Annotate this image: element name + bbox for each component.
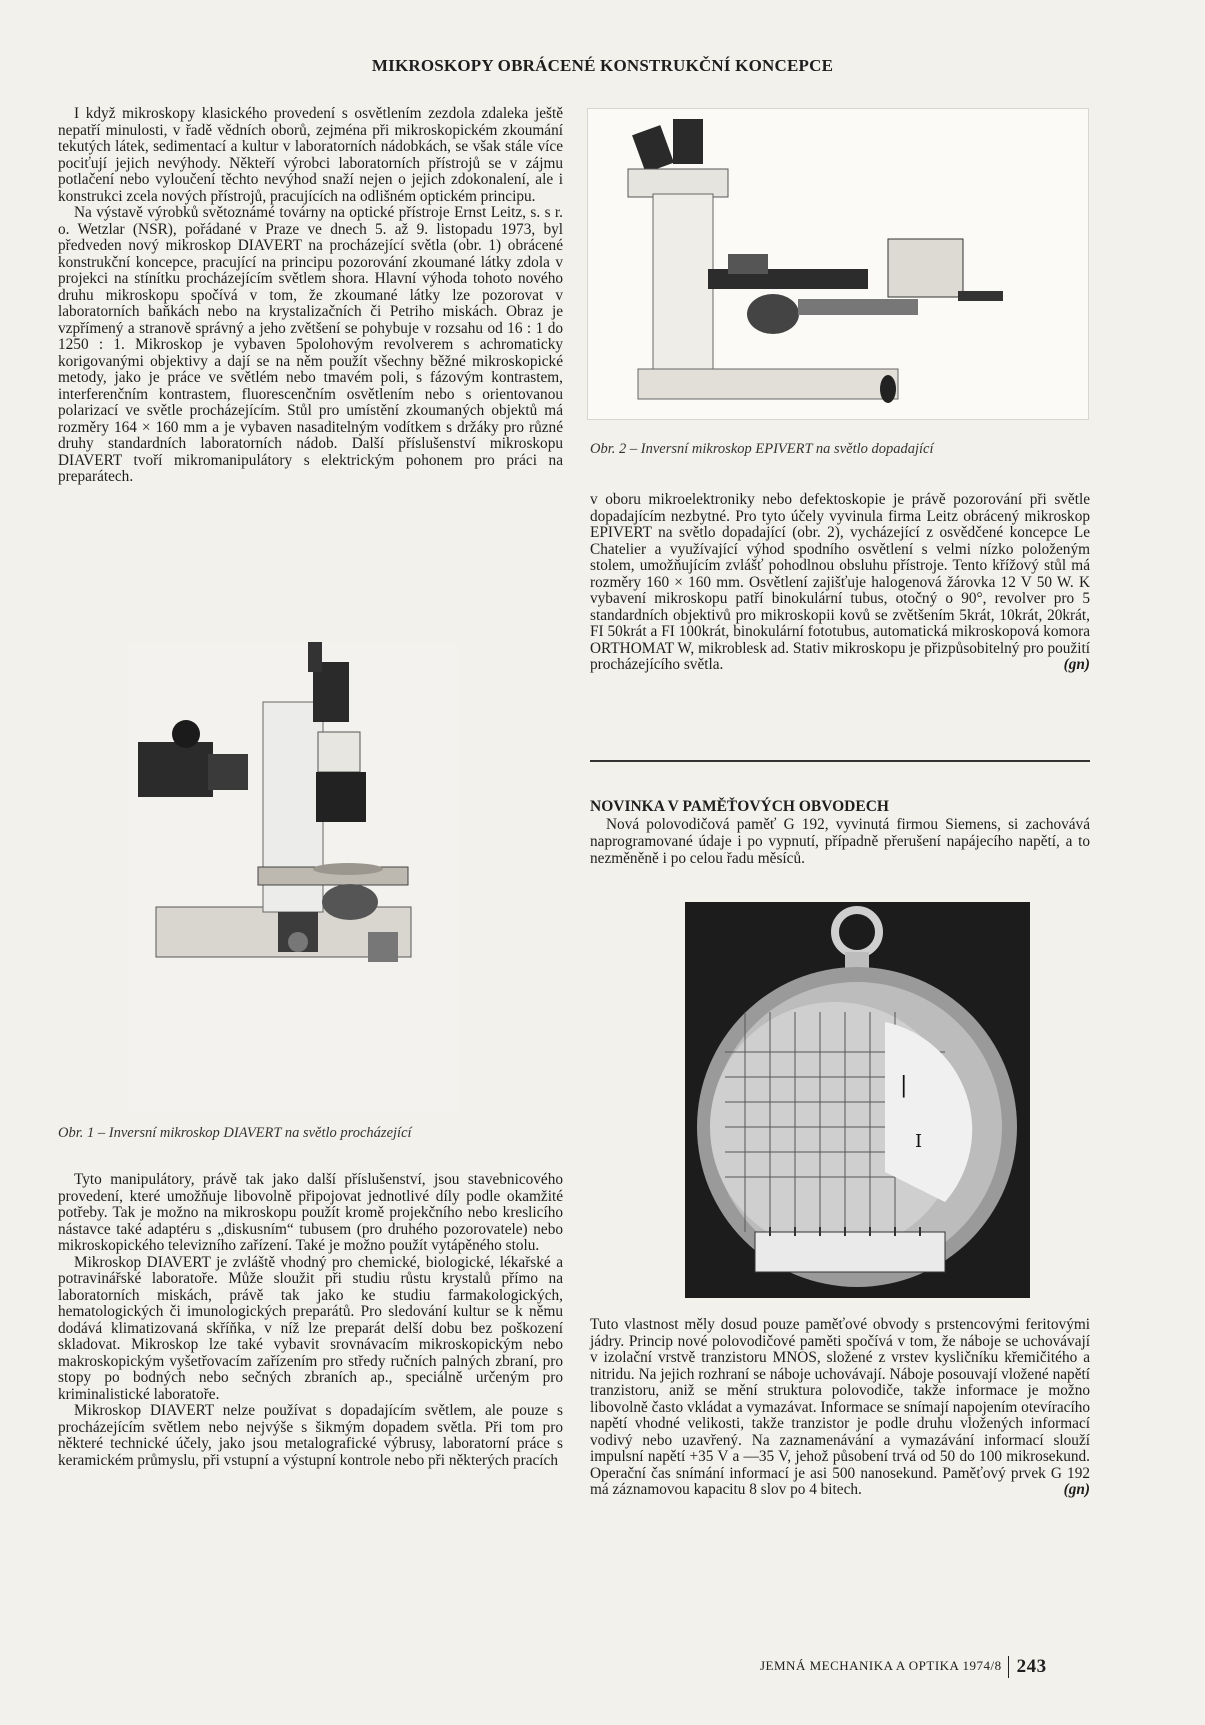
photo-epivert-microscope <box>587 108 1089 420</box>
epivert-paragraph <box>590 492 1090 674</box>
article-continued <box>58 1172 563 1469</box>
svg-text:|: | <box>900 1073 908 1098</box>
paragraph: Mikroskop DIAVERT nelze používat s dopadajícím světlem, ale pouze s procházejícím světlem nebo nejvýše s šikmým dopadem světla. Při tom pro některé technické účely, jako jsou metalografické výbrusy, laboratorní práce s keramickém průmyslu, při vstupní a výstupní kontrole nebo při některých pracích <box>58 1402 563 1469</box>
article-intro <box>58 106 563 486</box>
author-signature: (gn) <box>1063 656 1090 673</box>
journal-name: JEMNÁ MECHANIKA A OPTIKA 1974/8 <box>760 1657 1002 1673</box>
author-signature: (gn) <box>1063 1481 1090 1498</box>
news-heading: NOVINKA V PAMĚŤOVÝCH OBVODECH <box>590 798 889 815</box>
paragraph: Tuto vlastnost měly dosud pouze paměťové obvody s prstencovými feritovými jádry. Princip nové polovodičové paměti spočívá v tom, že náboje se uchovávají v izolační vrstvě tranzistoru MNOS, složené z vrstev kysličníku křemičitého a nitridu. Na jejich rozhraní se náboje uchovávají. Náboje posouvají vložené napětí tranzistoru, aniž se mění struktura polovodiče, takže informace je možno libovolně často vkládat a vymazávat. Informace se snímají napojením otevíracího napětí vhodné velikosti, takže tranzistor je podle druhu vložených informací vodivý nebo uzavřený. Na zaznamenávání a vymazávání informací slouží impulsní napětí +35 V a —35 V, jehož působení trvá od 50 do 100 mikrosekund. Operační čas snímání informací je asi 500 nanosekund. Paměťový prvek G 192 má záznamovou kapacitu 8 slov po 4 bitech. <box>590 1316 1090 1498</box>
news-body <box>590 1317 1090 1499</box>
paragraph: v oboru mikroelektroniky nebo defektoskopie je právě pozorování při světle dopadajícím nezbytné. Pro tyto účely vyvinula firma Leitz obrácený mikroskop EPIVERT na světlo dopadající (obr. 2), vycházející z osvědčené koncepce Le Chatelier a využívající výhod spodního osvětlení s velmi nízko položeným stolem, umožňujícím zvlášť pohodlnou obsluhu přístroje. Tento křížový stůl má rozměry 160 × 160 mm. Osvětlení zajišťuje halogenová žárovka 12 V 50 W. K vybavení mikroskopu patří binokulární tubus, otočný o 90°, revolver pro 5 standardních objektivů pro mikroskopii kovů se zvětšením 5krát, 10krát, 20krát, FI 50krát a FI 100krát, binokulární fototubus, automatická mikroskopová komora ORTHOMAT W, mikroblesk ad. Stativ mikroskopu je přizpůsobitelný pro použití procházejícího světla. <box>590 491 1090 673</box>
paragraph: Nová polovodičová paměť G 192, vyvinutá firmou Siemens, si zachovává naprogramované údaje i po vypnutí, případně přerušení napájecího napětí, a to nezměněně i po celou řadu měsíců. <box>590 816 1090 867</box>
page-number: 243 <box>1016 1656 1047 1677</box>
paragraph: I když mikroskopy klasického provedení s osvětlením zezdola zdaleka ještě nepatří minulosti, v řadě vědních oborů, zejména při mikroskopickém zkoumání tekutých látek, sedimentací a kultur v laboratorních nádobkách, se však stále více pociťují jejich nevýhody. Někteří výrobci laboratorních přístrojů se v zájmu potlačení nebo vyloučení těchto nevýhod snaží nejen o jejich zdokonalení, ale i konstrukci zcela nových přístrojů, pracujících na odlišném optickém principu. <box>58 105 563 205</box>
figure-1-caption: Obr. 1 – Inversní mikroskop DIAVERT na světlo procházející <box>58 1125 412 1141</box>
photo-watch-with-memory-chip <box>685 902 1030 1298</box>
photo-diavert-microscope <box>128 642 458 1112</box>
section-divider <box>590 760 1090 762</box>
figure-2-caption: Obr. 2 – Inversní mikroskop EPIVERT na světlo dopadající <box>590 441 934 457</box>
page-footer <box>760 1656 1047 1678</box>
page-title: MIKROSKOPY OBRÁCENÉ KONSTRUKČNÍ KONCEPCE <box>371 56 834 75</box>
footer-separator <box>1008 1656 1009 1678</box>
news-lead <box>590 816 1090 867</box>
paragraph: Na výstavě výrobků světoznámé továrny na optické přístroje Ernst Leitz, s. s r. o. Wetzlar (NSR), pořádané v Praze ve dnech 5. až 9. listopadu 1973, byl předveden nový mikroskop DIAVERT na procházející světla (obr. 1) obrácené konstrukční koncepce, pracující na principu pozorování zkoumané látky zdola v projekci na stínítku procházejícím světlem shora. Hlavní výhoda tohoto nového druhu mikroskopu spočívá v tom, že zkoumané látky lze pozorovat v laboratorních baňkách nebo na krystalizačních či Petriho miskách. Obraz je vzpřímený a stranově správný a jeho zvětšení se pohybuje v rozsahu od 16 : 1 do 1250 : 1. Mikroskop je vybaven 5polohovým revolverem s achromaticky korigovanými objektivy a dají se na něm použít všechny běžné mikroskopické metody, jako je práce ve světlém nebo tmavém poli, s fázovým kontrastem, interferenčním kontrastem, fluorescenčním osvětlením nebo s orientovanou polarizací ve světle procházejícím. Stůl pro umístění zkoumaných objektů má rozměry 164 × 160 mm a je vybaven nasaditelným vodítkem s držáky pro různé druhy standardních laboratorních nádob. Další příslušenství mikroskopu DIAVERT tvoří mikromanipulátory s elektrickým pohonem pro práci na preparátech. <box>58 204 563 485</box>
svg-text:I: I <box>915 1131 923 1152</box>
paragraph: Tyto manipulátory, právě tak jako další příslušenství, jsou stavebnicového provedení, které umožňuje libovolně připojovat jednotlivé díly podle okamžité potřeby. Tak je možno na mikroskopu použít kromě projekčního nebo kreslicího nástavce také adaptéru s „diskusním“ tubusem (pro druhého pozorovatele) nebo mikroskopického televizního zařízení. Také je možno použít vytápěného stolu. <box>58 1171 563 1254</box>
paragraph: Mikroskop DIAVERT je zvláště vhodný pro chemické, biologické, lékařské a potravinářské laboratoře. Může sloužit při studiu růstu krystalů přímo na laboratorních miskách, právě tak jako ke studiu farmakologických, hematologických či imunologických preparátů. Pro sledování kultur se k němu dodává klimatizovaná skříňka, v níž lze preparát delší dobu bez poškození skladovat. Mikroskop lze také vybavit srovnávacím mikroskopickým nebo makroskopickým vyšetřovacím zařízením pro středy ručních palných zbraní, pro stopy po bodných nebo sečných zbraních ap., speciálně určeným pro kriminalistické laboratoře. <box>58 1253 563 1403</box>
